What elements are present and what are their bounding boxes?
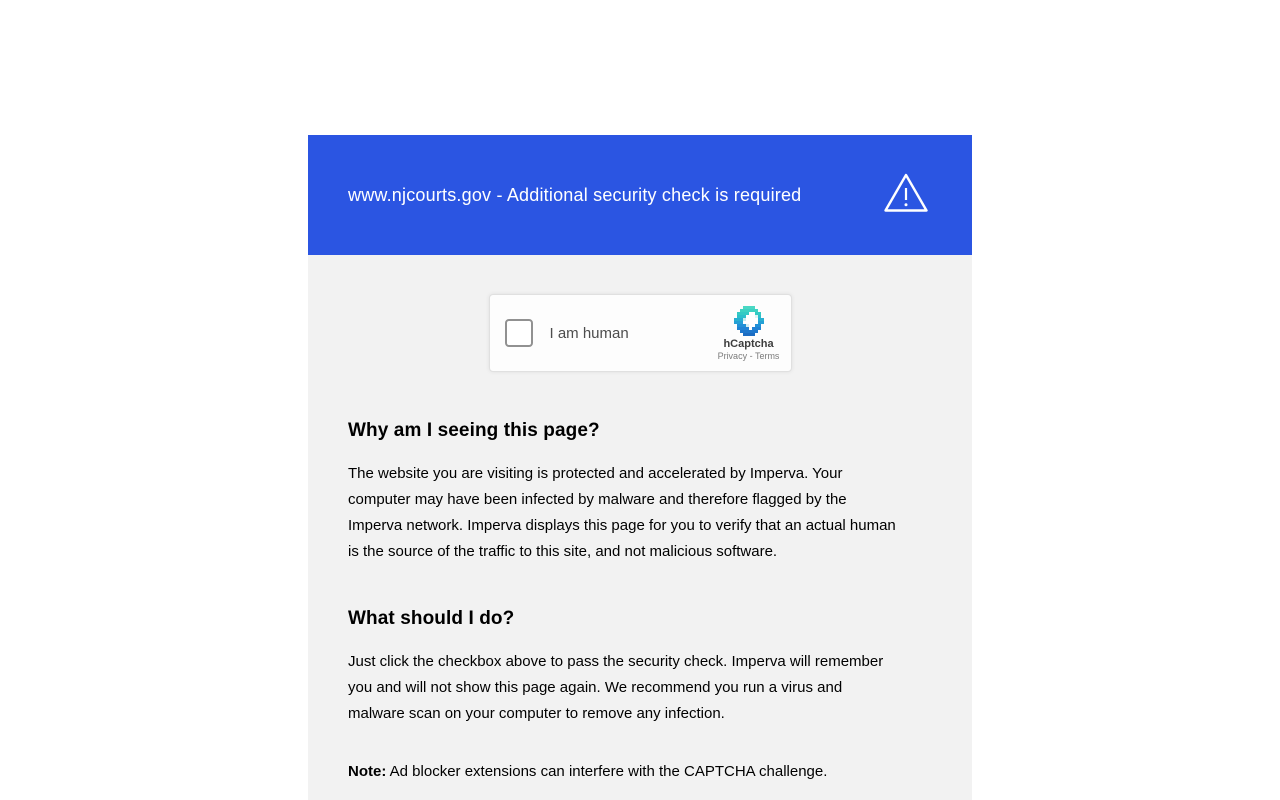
warning-triangle-icon — [882, 171, 930, 220]
links-separator: - — [749, 350, 753, 361]
hcaptcha-widget — [489, 294, 792, 372]
section-body-why: The website you are visiting is protected and accelerated by Imperva. Your computer may have been infected by malware and therefore flagged by the Imperva network. Imperva displays this page for you to verify that an actual human is the source of the traffic to this site, and not malicious software. — [348, 465, 896, 560]
note-label: Note: — [348, 763, 387, 780]
section-heading-why: Why am I seeing this page? — [348, 420, 600, 441]
card-header — [308, 135, 972, 255]
privacy-link[interactable]: Privacy — [717, 350, 748, 361]
hcaptcha-logo-icon — [734, 306, 764, 336]
note-text: Ad blocker extensions can interfere with the CAPTCHA challenge. — [389, 763, 828, 780]
terms-link[interactable]: Terms — [754, 350, 780, 361]
security-check-card — [308, 135, 972, 800]
hcaptcha-links — [718, 351, 780, 361]
hcaptcha-brand-block — [718, 306, 780, 361]
page-title: www.njcourts.gov - Additional security check is required — [348, 185, 802, 205]
card-body — [308, 255, 972, 800]
hcaptcha-checkbox-label: I am human — [549, 324, 629, 342]
section-heading-what: What should I do? — [348, 608, 515, 629]
hcaptcha-brand-name: hCaptcha — [723, 337, 774, 350]
section-body-what: Just click the checkbox above to pass the security check. Imperva will remember you and will not show this page again. We recommend you run a virus and malware scan on your computer to remove any infection. — [348, 653, 884, 722]
human-checkbox[interactable] — [505, 319, 533, 347]
note-paragraph — [348, 759, 900, 785]
